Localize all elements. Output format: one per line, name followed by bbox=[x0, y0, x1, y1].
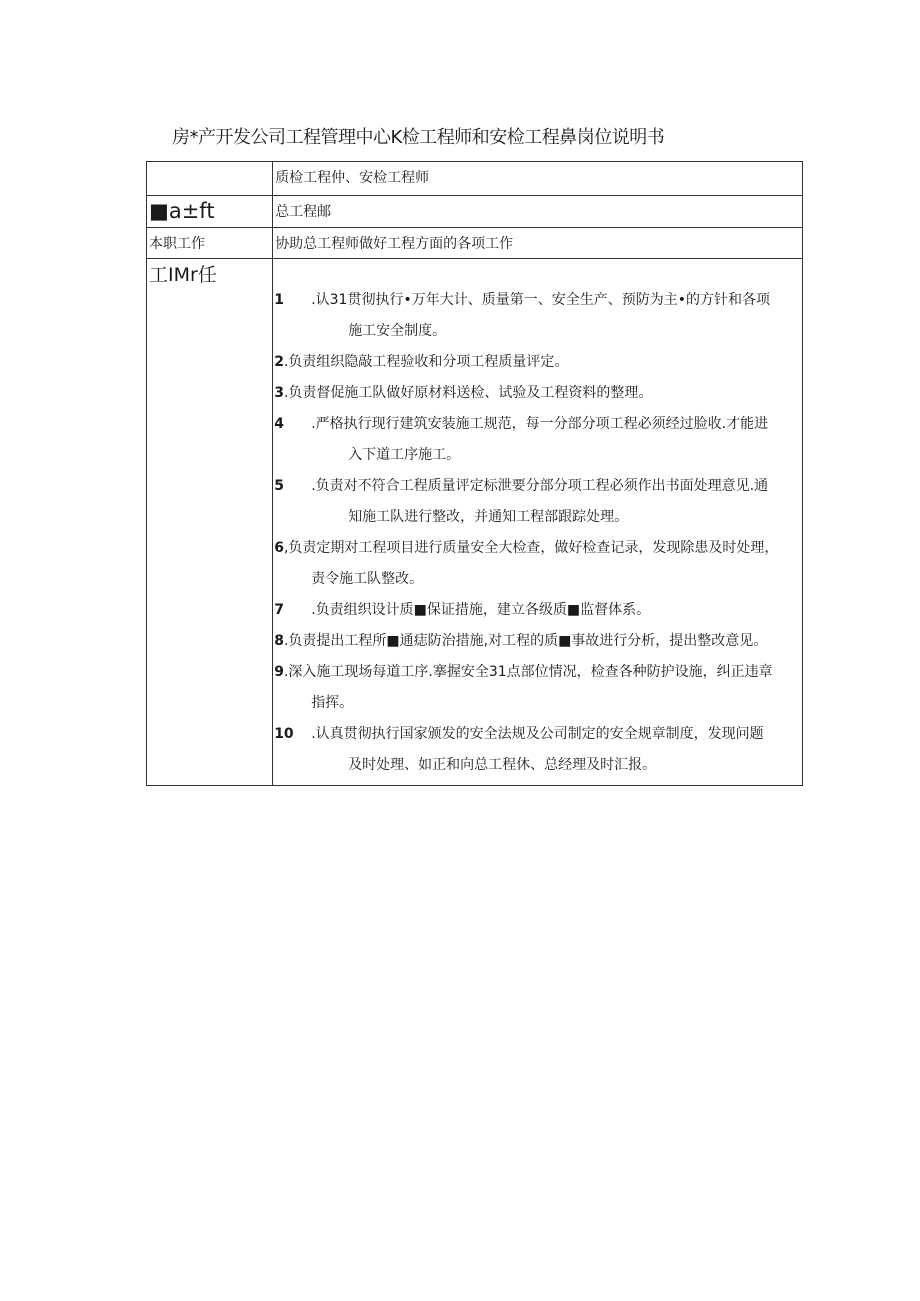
responsibilities-label-cell bbox=[147, 259, 273, 786]
job-description-table bbox=[146, 161, 803, 786]
item-text-continued: 及时处理、如正和向总工程休、总经理及时汇报。 bbox=[348, 757, 657, 773]
duty-label-cell bbox=[147, 228, 273, 259]
document-title: 房*产开发公司工程管理中心K检工程师和安检工程鼻岗位说明书 bbox=[172, 127, 665, 148]
item-text: .负责组织设计质■保证措施，建立各级质■监督体系。 bbox=[311, 602, 651, 618]
list-item bbox=[273, 471, 802, 533]
item-text-continued: 入下道工序施工。 bbox=[348, 447, 461, 463]
department-value-cell bbox=[273, 196, 803, 228]
item-text: .负责提出工程所■通痣防治措施,对工程的质■事故进行分析，提出整改意见。 bbox=[283, 633, 768, 649]
list-item bbox=[273, 378, 802, 409]
position-value-cell bbox=[273, 162, 803, 196]
list-item bbox=[273, 595, 802, 626]
item-text: ,负责定期对工程项目进行质量安全大检查，做好检查记录，发现除患及时处理， bbox=[283, 540, 779, 556]
list-item bbox=[273, 409, 802, 471]
list-item bbox=[273, 719, 802, 781]
row-responsibilities bbox=[147, 259, 803, 786]
item-text-continued: 施工安全制度。 bbox=[348, 323, 447, 339]
responsibilities-value-cell bbox=[273, 259, 803, 786]
item-text: .认真贯彻执行国家颁发的安全法规及公司制定的安全规章制度，发现问题 bbox=[311, 726, 764, 742]
item-text: .负责督促施工队做好原材料送检、试验及工程资料的整理。 bbox=[283, 385, 653, 401]
item-text: .负责对不符合工程质量评定标泄要分部分项工程必须作出书面处理意见.通 bbox=[311, 478, 769, 494]
item-number: 7 bbox=[274, 602, 284, 618]
list-item bbox=[273, 347, 802, 378]
row-position bbox=[147, 162, 803, 196]
item-number: 4 bbox=[274, 416, 284, 432]
department-label: ■a±ft bbox=[149, 199, 215, 223]
list-item bbox=[273, 285, 802, 347]
row-duty bbox=[147, 228, 803, 259]
duty-label: 本职工作 bbox=[149, 236, 205, 252]
item-text-continued: 责令施工队整改。 bbox=[311, 571, 424, 587]
duty-value-cell bbox=[273, 228, 803, 259]
list-item bbox=[273, 533, 802, 595]
item-number: 1 bbox=[274, 292, 284, 308]
item-text: .负责组织隐敲工程验收和分项工程质量评定。 bbox=[283, 354, 569, 370]
item-number: 10 bbox=[274, 726, 294, 742]
item-text: .严格执行现行建筑安装施工规范，每一分部分项工程必须经过脸收.才能进 bbox=[311, 416, 769, 432]
position-label bbox=[147, 162, 272, 168]
row-department bbox=[147, 196, 803, 228]
department-label-cell bbox=[147, 196, 273, 228]
list-item bbox=[273, 657, 802, 719]
responsibilities-list bbox=[273, 259, 802, 785]
position-label-cell bbox=[147, 162, 273, 196]
item-text: .认31贯彻执行•万年大计、质量第一、安全生产、预防为主•的方针和各项 bbox=[311, 292, 770, 308]
responsibilities-label: 工IMr任 bbox=[149, 264, 217, 286]
item-text-continued: 知施工队进行整改，并通知工程部跟踪处理。 bbox=[348, 509, 629, 525]
list-item bbox=[273, 626, 802, 657]
item-number: 2 bbox=[274, 354, 284, 370]
item-number: 9 bbox=[274, 664, 284, 680]
item-text: .深入施工现场每道工序.搴握安全31点部位情况，检查各种防护设施，纠正违章 bbox=[283, 664, 773, 680]
duty-value: 协助总工程师做好工程方面的各项工作 bbox=[275, 236, 514, 252]
item-number: 5 bbox=[274, 478, 284, 494]
item-number: 3 bbox=[274, 385, 284, 401]
item-number: 6 bbox=[274, 540, 284, 556]
item-number: 8 bbox=[274, 633, 284, 649]
position-value: 质检工程仲、安检工程师 bbox=[275, 170, 430, 186]
item-text-continued: 指挥。 bbox=[311, 695, 354, 711]
department-value: 总工程邮 bbox=[275, 204, 332, 220]
